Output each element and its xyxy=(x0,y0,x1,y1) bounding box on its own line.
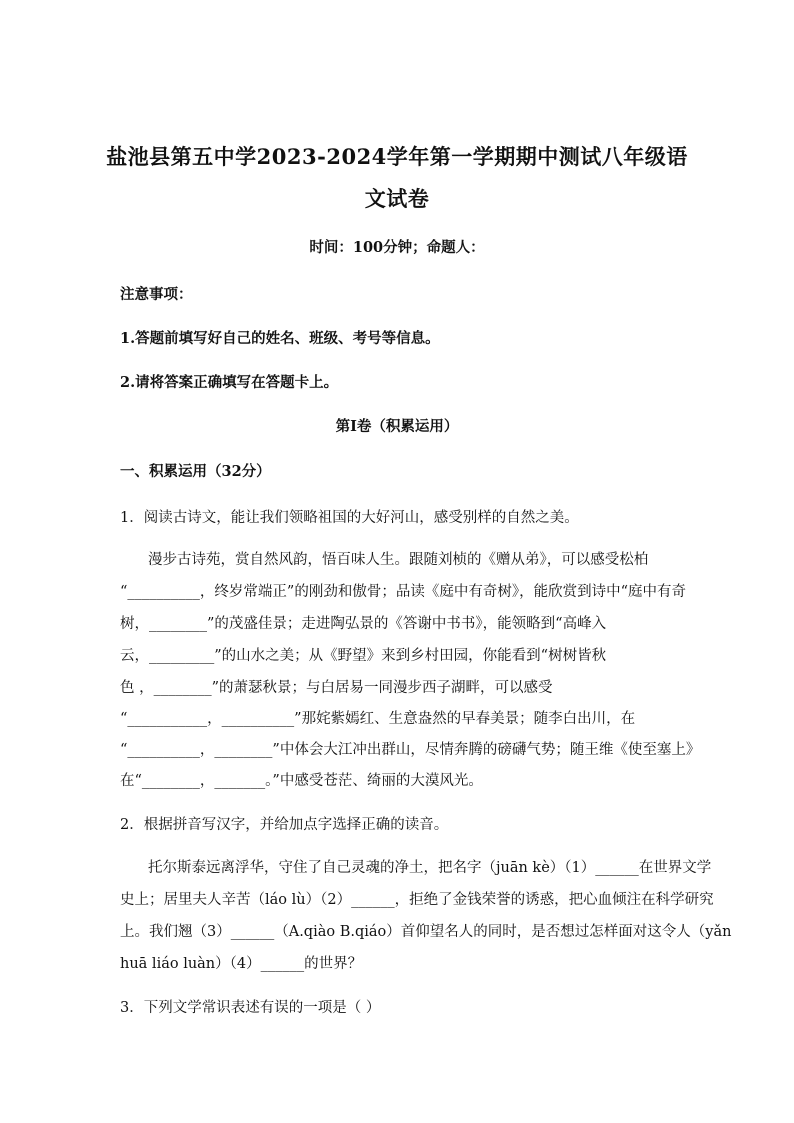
question-2-stem: 2．根据拼音写汉字，并给加点字选择正确的读音。 xyxy=(120,817,449,833)
question-2-passage-line: 上。我们翘（3）______（A.qiào B.qiáo）首仰望名人的同时，是否想过怎样面对这令人（yǎn xyxy=(120,924,732,940)
question-1-passage-line: “__________，终岁常端正”的刚劲和傲骨；品读《庭中有奇树》，能欣赏到诗中“庭中有奇 xyxy=(120,584,686,600)
exam-time-info: 时间：100分钟；命题人： xyxy=(309,239,485,256)
question-1-passage-line: 在“________，_______。”中感受苍茫、绮丽的大漠风光。 xyxy=(120,773,483,789)
question-1-passage-line: 漫步古诗苑，赏自然风韵，悟百味人生。跟随刘桢的《赠从弟》，可以感受松柏 xyxy=(148,552,649,568)
exam-title-line-1: 盐池县第五中学2023-2024学年第一学期期中测试八年级语 xyxy=(106,144,688,169)
question-3-stem: 3．下列文学常识表述有误的一项是（ ） xyxy=(120,1000,381,1016)
question-1-passage-line: “___________，__________”那姹紫嫣红、生意盎然的早春美景；随李白出川，在 xyxy=(120,711,636,727)
question-1-passage-line: “__________，________”中体会大江冲出群山，尽情奔腾的磅礴气势；随王维《使至塞上》 xyxy=(120,742,701,758)
question-1-passage-line: 树，________”的茂盛佳景；走进陶弘景的《答谢中书书》，能领略到“高峰入 xyxy=(120,616,607,632)
question-2-passage-line: huā liáo luàn）（4）______的世界？ xyxy=(120,956,363,972)
exam-title-line-2: 文试卷 xyxy=(364,186,430,211)
question-2-passage-line: 托尔斯泰远离浮华，守住了自己灵魂的净土，把名字（juān kè）（1）______在世界文学 xyxy=(148,860,712,876)
volume-title: 第I卷（积累运用） xyxy=(335,418,459,435)
section-heading: 一、积累运用（32分） xyxy=(120,463,271,480)
question-1-stem: 1．阅读古诗文，能让我们领略祖国的大好河山，感受别样的自然之美。 xyxy=(120,510,579,526)
note-item: 1.答题前填写好自己的姓名、班级、考号等信息。 xyxy=(120,330,440,347)
question-2-passage-line: 史上；居里夫人辛苦（láo lù）（2）______，拒绝了金钱荣誉的诱惑，把心血倾注在科学研究 xyxy=(120,892,714,908)
question-1-passage-line: 云，_________”的山水之美；从《野望》来到乡村田园，你能看到“树树皆秋 xyxy=(120,648,607,664)
question-1-passage-line: 色 ，________”的萧瑟秋景；与白居易一同漫步西子湖畔，可以感受 xyxy=(120,680,553,696)
note-item: 2.请将答案正确填写在答题卡上。 xyxy=(120,374,339,391)
notes-heading: 注意事项： xyxy=(120,286,193,303)
